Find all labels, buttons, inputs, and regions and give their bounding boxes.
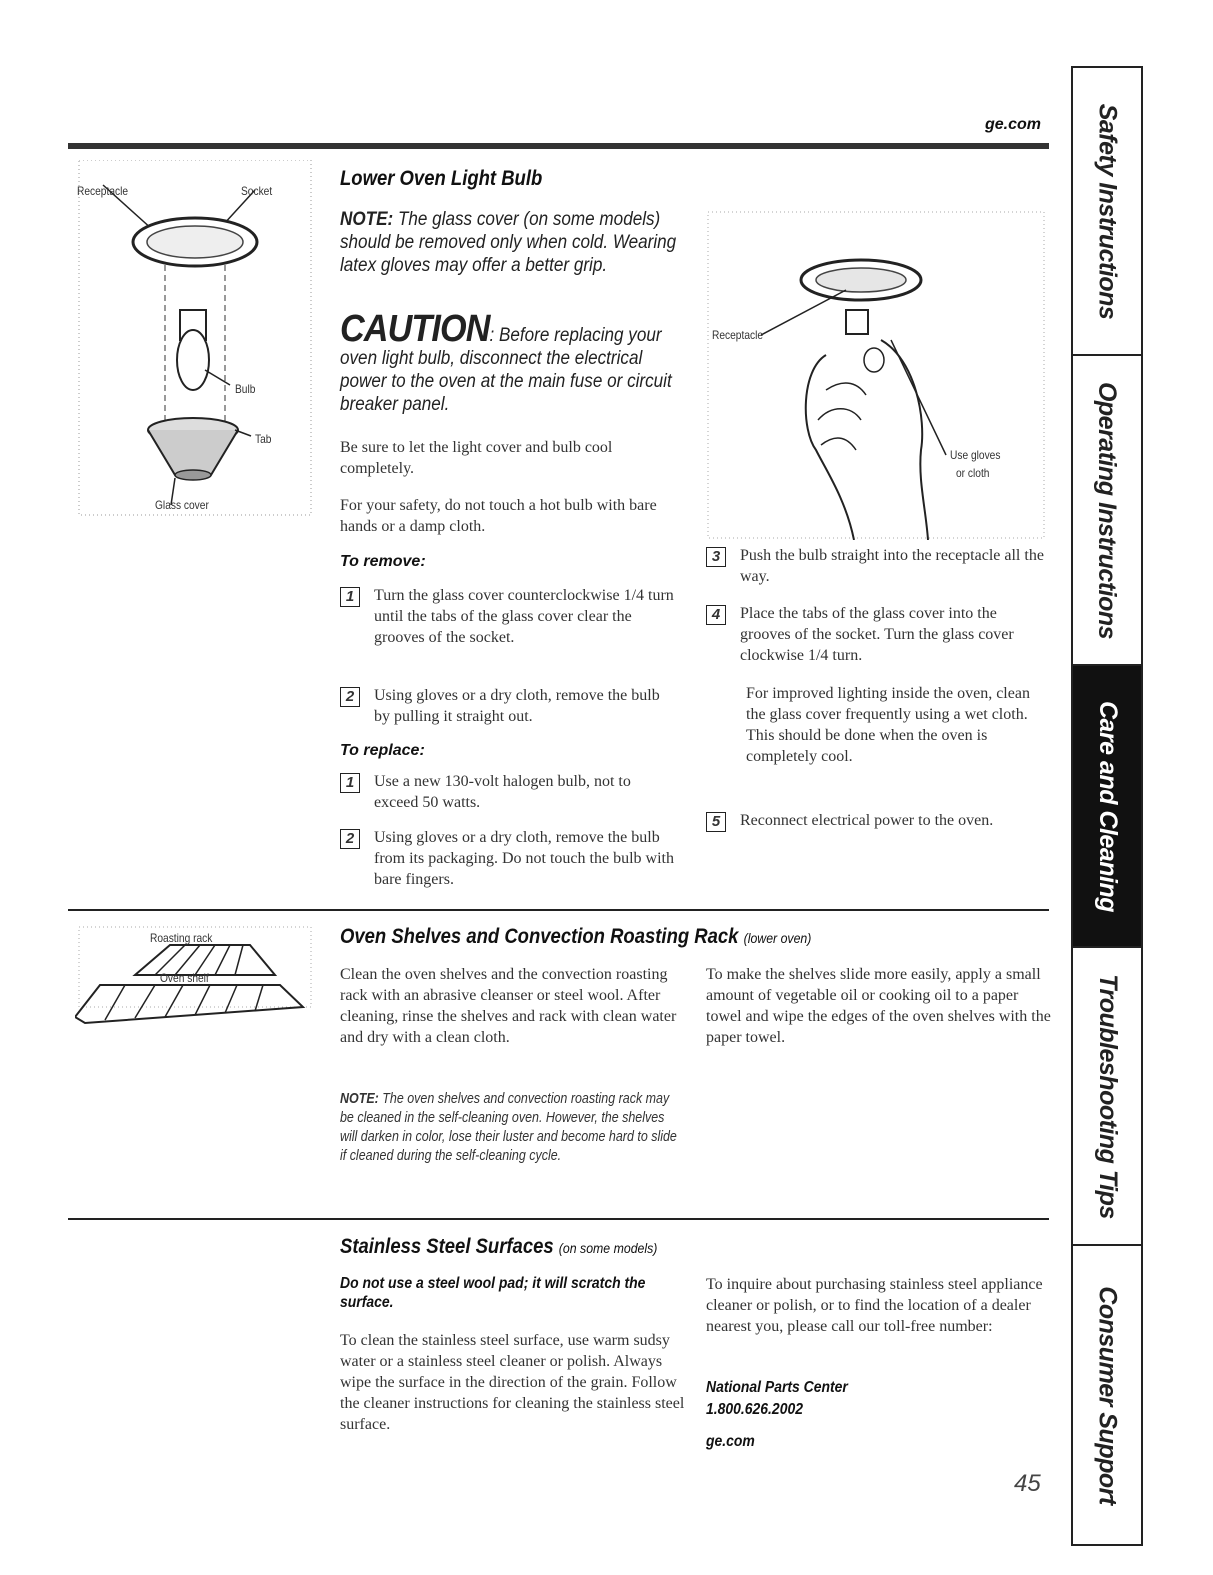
shelves-title-suffix: (lower oven)	[743, 930, 812, 946]
label-receptacle: Receptacle	[77, 184, 129, 198]
section-divider	[68, 909, 1049, 911]
header-site: ge.com	[985, 116, 1042, 133]
caution-block	[340, 308, 682, 416]
stainless-warning: Do not use a steel wool pad; it will scratch the surface.	[340, 1275, 646, 1311]
install-step-4	[706, 603, 1046, 666]
shelves-note	[340, 1090, 680, 1166]
header-rule	[68, 143, 1049, 149]
stainless-title: Stainless Steel Surfaces	[340, 1235, 554, 1258]
note-text: The glass cover (on some models) should be removed only when cold. Wearing latex gloves may offer a better grip.	[340, 209, 677, 276]
caution-label: CAUTION	[340, 308, 490, 350]
caution-text: : Before replacing your oven light bulb, disconnect the electrical power to the oven at the main fuse or circuit breaker panel.	[340, 325, 672, 415]
step-number: 4	[706, 605, 726, 625]
parts-center-site: ge.com	[706, 1433, 755, 1450]
install-step-5	[706, 810, 1046, 832]
step-number: 1	[340, 587, 360, 607]
label-glass-cover: Glass cover	[155, 498, 209, 512]
install-step-3	[706, 545, 1046, 587]
shelves-col2: To make the shelves slide more easily, apply a small amount of vegetable oil or cooking oil to a paper towel and wipe the edges of the oven shelves with the paper towel.	[706, 966, 1051, 1046]
label-tab: Tab	[255, 432, 272, 446]
section-title-shelves	[340, 925, 811, 949]
tab-safety-instructions[interactable]	[1073, 68, 1141, 356]
label-receptacle-right: Receptacle	[712, 328, 764, 342]
light-para1: Be sure to let the light cover and bulb cool completely.	[340, 439, 613, 477]
step-number: 5	[706, 812, 726, 832]
bulb-insertion-drawing	[706, 210, 1046, 540]
improved-lighting-text: For improved lighting inside the oven, clean the glass cover frequently using a wet cloth. This should be done when the oven is completely cool.	[746, 685, 1030, 765]
step-text: Reconnect electrical power to the oven.	[740, 812, 994, 829]
sidebar-tabs	[1071, 66, 1143, 1546]
rack-illustration	[75, 925, 315, 1025]
section-title-stainless	[340, 1235, 657, 1259]
stainless-col2: To inquire about purchasing stainless steel appliance cleaner or polish, or to find the location of a dealer nearest you, please call our toll-free number:	[706, 1276, 1043, 1335]
parts-center-name: National Parts Center	[706, 1379, 848, 1396]
page-number: 45	[1014, 1470, 1041, 1497]
step-text: Turn the glass cover counterclockwise 1/4 turn until the tabs of the glass cover clear the grooves of the socket.	[374, 587, 674, 646]
stainless-title-suffix: (on some models)	[558, 1240, 658, 1256]
remove-step-2	[340, 685, 675, 727]
shelves-note-label: NOTE:	[340, 1091, 379, 1107]
shelves-col1: Clean the oven shelves and the convection roasting rack with an abrasive cleanser or steel wool. After cleaning, rinse the shelves and rack with clean water and dry with a clean cloth.	[340, 966, 677, 1046]
stainless-col1: To clean the stainless steel surface, use warm sudsy water or a stainless steel cleaner or polish. Always wipe the surface in the direction of the grain. Follow the cleaner instructions for cleaning the stainless steel surface.	[340, 1332, 685, 1433]
tab-troubleshooting-tips[interactable]	[1073, 946, 1141, 1246]
remove-step-1	[340, 585, 675, 648]
replace-step-2	[340, 827, 675, 890]
replace-heading: To replace:	[340, 742, 425, 759]
step-text: Using gloves or a dry cloth, remove the bulb from its packaging. Do not touch the bulb with bare fingers.	[374, 829, 674, 888]
tab-label: Safety Instructions	[1093, 103, 1122, 319]
note-label: NOTE:	[340, 209, 394, 230]
section-divider	[68, 1218, 1049, 1220]
label-socket: Socket	[241, 184, 273, 198]
shelves-note-text: The oven shelves and convection roasting rack may be cleaned in the self-cleaning oven. However, the shelves will darken in color, lose their luster and become hard to slide if cleaned during the self-cleaning cycle.	[340, 1091, 677, 1164]
parts-center-phone: 1.800.626.2002	[706, 1401, 803, 1418]
step-number: 3	[706, 547, 726, 567]
tab-operating-instructions[interactable]	[1073, 356, 1141, 666]
label-oven-shelf: Oven shelf	[160, 971, 209, 985]
label-bulb: Bulb	[235, 382, 256, 396]
step-text: Use a new 130-volt halogen bulb, not to exceed 50 watts.	[374, 773, 631, 811]
step-text: Push the bulb straight into the receptacle all the way.	[740, 547, 1044, 585]
tab-label: Consumer Support	[1093, 1285, 1122, 1505]
step-text: Using gloves or a dry cloth, remove the bulb by pulling it straight out.	[374, 687, 660, 725]
remove-heading: To remove:	[340, 553, 426, 570]
step-number: 2	[340, 687, 360, 707]
replace-step-1	[340, 771, 675, 813]
light-para2: For your safety, do not touch a hot bulb with bare hands or a damp cloth.	[340, 497, 657, 535]
bulb-assembly-illustration	[75, 160, 315, 520]
section-title-light-bulb: Lower Oven Light Bulb	[340, 167, 543, 190]
label-use-gloves: Use gloves	[950, 448, 1001, 462]
tab-care-and-cleaning[interactable]	[1073, 666, 1141, 946]
bulb-assembly-drawing	[75, 160, 315, 520]
step-number: 1	[340, 773, 360, 793]
tab-label: Troubleshooting Tips	[1093, 973, 1122, 1219]
step-text: Place the tabs of the glass cover into the grooves of the socket. Turn the glass cover clockwise 1/4 turn.	[740, 605, 1014, 664]
tab-label: Care and Cleaning	[1093, 700, 1122, 912]
bulb-insertion-illustration	[706, 210, 1046, 540]
label-roasting-rack: Roasting rack	[150, 931, 213, 945]
tab-consumer-support[interactable]	[1073, 1246, 1141, 1544]
shelves-title: Oven Shelves and Convection Roasting Rack	[340, 925, 739, 948]
light-note	[340, 208, 682, 277]
step-number: 2	[340, 829, 360, 849]
tab-label: Operating Instructions	[1093, 381, 1122, 639]
label-or-cloth: or cloth	[956, 466, 990, 480]
